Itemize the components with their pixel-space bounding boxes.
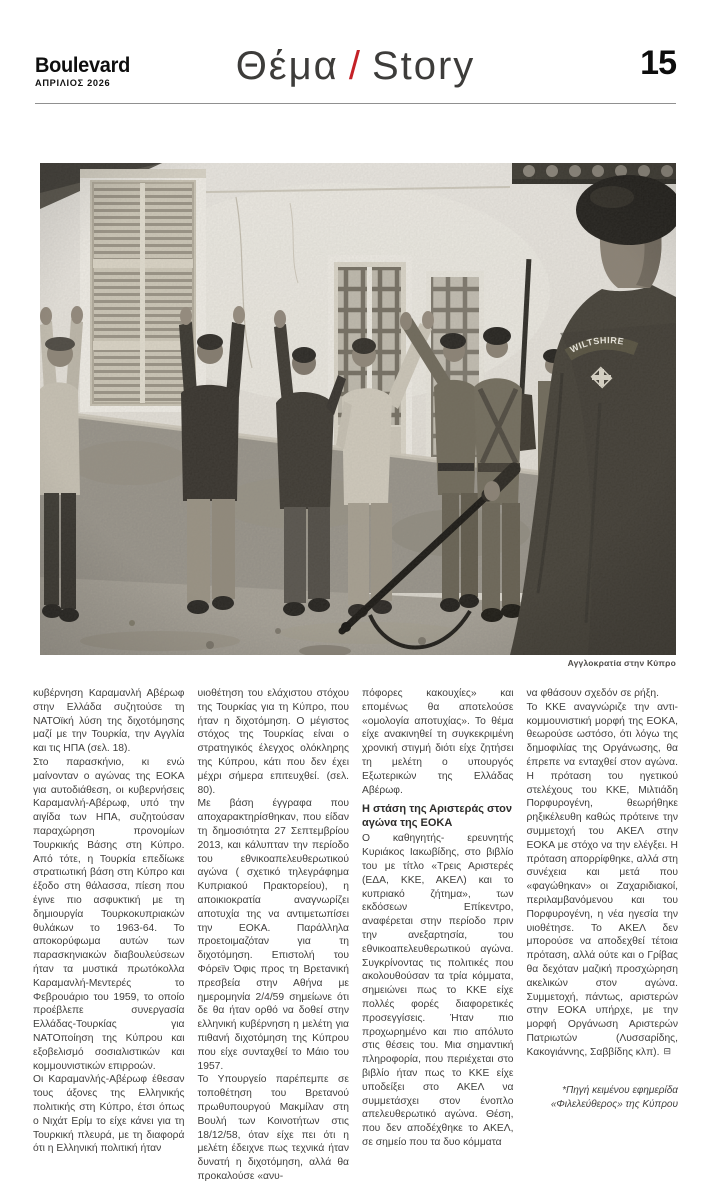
section-title-english: Story (371, 44, 476, 88)
paragraph: Το Υπουργείο παρέπεμπε σε τοποθέτηση του Βρετανού πρωθυπουργού Μακμίλαν στη Βουλή των Κοινοτήτων στις 18/12/58, όταν είχε πει ότι η μελέτη έδειχνε πως τεχνικά ήταν δυνατή η διχοτόμηση, αλλά θα προκαλούσε «ανυ- (197, 1074, 349, 1182)
section-title-divider: / (348, 44, 362, 88)
magazine-logo: Boulevard (35, 54, 130, 77)
cyprus-photo-illustration (40, 163, 676, 655)
paragraph: Με βάση έγγραφα που αποχαρακτηρίσθηκαν, που είδαν τη δημοσιότητα 27 Σεπτεμβρίου 2013, και κάλυπταν την περίοδο του εθνικοαπελευθερωτικού αγώνα ( σχετικό τηλεγράφημα Κυπριακού Πρακτορείου), η αποικιοκρατία αναγνωρίζει αποτυχία της να αντιμετωπίσει την ΕΟΚΑ. Παράλληλα προετοιμαζόταν για τη διχοτόμηση. Επιστολή του Φόρεϊν Όφις προς τη Βρετανική πρεσβεία στην Αθήνα με ημερομηνία 2/4/59 σημείωνε ότι δε θα ήταν ορθό να δοθεί στην ελληνική κυβέρνηση η μελέτη για πιθανή διχοτόμηση της Κύπρου που είχε συνταχθεί το Μάιο του 1957. (197, 798, 349, 1072)
article-body (33, 687, 678, 1184)
issue-date: ΑΠΡΙΛΙΟΣ 2026 (35, 78, 111, 89)
end-of-article-mark: ⊟ (663, 1045, 672, 1056)
paragraph: Οι Καραμανλής-Αβέρωφ έθεσαν τους άξονες της Ελληνικής πολιτικής στη Κύπρο, έτσι όπως ο Νιχάτ Ερίμ το είχε κάνει για τη Τουρκική πλευρά, με τη διαφορά ότι η Ελληνική πολιτική ήταν (33, 1074, 185, 1155)
source-note-line: «Φιλελεύθερος» της Κύπρου (550, 1098, 678, 1110)
paragraph: κυβέρνηση Καραμανλή Αβέρωφ στην Ελλάδα συζητούσε τη ΝΑΤΟϊκή λύση της διχοτόμησης μαζί με την Τουρκία, την Αγγλία και τις ΗΠΑ (σελ. 18). (33, 688, 185, 755)
paragraph: πόφορες κακουχίες» και επομένως θα αποτελούσε «ομολογία αποτυχίας». Το θέμα είχε ανακινηθεί τη συγκεκριμένη χρονική στιγμή διότι είχε ζητήσει τη μελέτη ο υπουργός Εξωτερικών της Ελλάδας Αβέρωφ. (362, 688, 514, 796)
paragraph: υιοθέτηση του ελάχιστου στόχου της Τουρκίας για τη Κύπρο, που ήταν η διχοτόμηση. Ο μέγιστος στόχος της Τουρκίας είναι ο στρατηγικός έλεγχος ολόκληρης της Κύπρου, κάτι που δεν έχει μέχρι σήμερα επιτευχθεί. (σελ. 80). (197, 688, 349, 796)
subsection-heading: Η στάση της Αριστεράς στον αγώνα της ΕΟΚΑ (362, 803, 512, 829)
source-note-line: *Πηγή κειμένου εφημερίδα (562, 1084, 678, 1096)
source-note (527, 1084, 679, 1112)
paragraph: να φθάσουν σχεδόν σε ρήξη. (526, 688, 659, 699)
text-column-1 (33, 687, 185, 1184)
section-title-greek: Θέμα (235, 44, 339, 88)
photo-caption: Αγγλοκρατία στην Κύπρο (567, 658, 676, 668)
header-divider-rule (35, 103, 676, 104)
paragraph: Στο παρασκήνιο, κι ενώ μαίνονταν ο αγώνας της ΕΟΚΑ για αυτοδιάθεση, οι κυβερνήσεις Καραμανλή-Αβέρωφ, υπό την αιγίδα των ΗΠΑ, συζητούσαν παραχώρηση προνομίων Τουρκικής Βάσης στη Κύπρο. Από τότε, η Τουρκία επεδίωκε στρατιωτική βάση στη Κύπρο και έξοδο στη θάλασσα, πίεση που έγινε πιο ασφυκτική με τη δημιουργία Τουρκοκυπριακών θυλάκων το 1963-64. Το αποκορύφωμα αυτών των παρασκηνιακών διαβουλεύσεων ήταν τα μυστικά πρωτόκολλα Καραμανλή-Μεντερές το Φεβρουάριο του 1959, το οποίο προέβλεπε συνεργασία Ελλάδας-Τουρκίας για ΝΑΤΟποίηση της Κύπρου και εξοβελισμό σοσιαλιστικών και κομμουνιστικών επιρροών. (33, 756, 185, 1072)
section-title (0, 44, 711, 89)
article-photo (40, 163, 676, 655)
text-column-3 (362, 687, 514, 1184)
paragraph (527, 701, 679, 1060)
paragraph: Ο καθηγητής- ερευνητής Κυριάκος Ιακωβίδης, στο βιβλίο του με τίτλο «Τρεις Αριστερές (ΕΔΑ, ΚΚΕ, ΑΚΕΛ) και το κυπριακό ζήτημα», των εκδόσεων Επίκεντρο, αναφέρεται στην περίοδο πριν την ανεξαρτησία, του εθνικοαπελευθερωτικού αγώνα. Συγκρίνοντας τις πολιτικές που ακολουθούσαν τα τρία κόμματα, σημειώνει πως το ΚΚΕ είχε πολλές φορές διαφορετικές προσεγγίσεις. Ήταν πιο προχωρημένο και πιο απόλυτο στις θέσεις του. Μια σημαντική πληροφορία, που περιέχεται στο βιβλίο ήταν πως το ΚΚΕ είχε υποδείξει στο ΑΚΕΛ να συμμετάσχει στον ένοπλο απελευθερωτικό αγώνα. Θέση, που δεν αποδέχθηκε το ΑΚΕΛ, σε σημείο που τα δυο κόμματα (362, 833, 514, 1148)
text-column-4 (527, 687, 679, 1184)
text-column-2 (198, 687, 350, 1184)
paragraph-text: Το ΚΚΕ αναγνώριζε την αντι-κομμουνιστική μορφή της ΕΟΚΑ, θεωρούσε ωστόσο, ότι λόγω της δημοφιλίας της Οργάνωσης, θα έπρεπε να ενταχθεί στον αγώνα. Η πρόταση του ηγετικού στελέχους του ΚΚΕ, Μιλτιάδη Πορφυρογένη, θεωρήθηκε ρηξικέλευθη καθώς πρότεινε την συμμετοχή του ΑΚΕΛ στην ΕΟΚΑ με στόχο να την ελέγξει. Η πρόταση απορρίφθηκε, αλλά στη συνέχεια και μετά που «φαγώθηκαν» οι Ζαχαριδιακοί, περιλαμβανόμενου και του Πορφυρογένη, η νέα ηγεσία την υιοθέτησε. Το ΑΚΕΛ δεν μπορούσε να αποδεχθεί τέτοια πρόταση, αλλά ούτε και ο Γρίβας θα δεχόταν μαζική προσχώρηση ακελικών στον αγώνα. Συμμετοχή, πάντως, αριστερών στην ΕΟΚΑ υπήρχε, με την μορφή Οργάνωση Αριστερών Πατριωτών (Λυσσαρίδης, Κακογιάννης, Σαββίδης κλπ). (526, 701, 678, 1058)
page-number: 15 (640, 44, 676, 82)
